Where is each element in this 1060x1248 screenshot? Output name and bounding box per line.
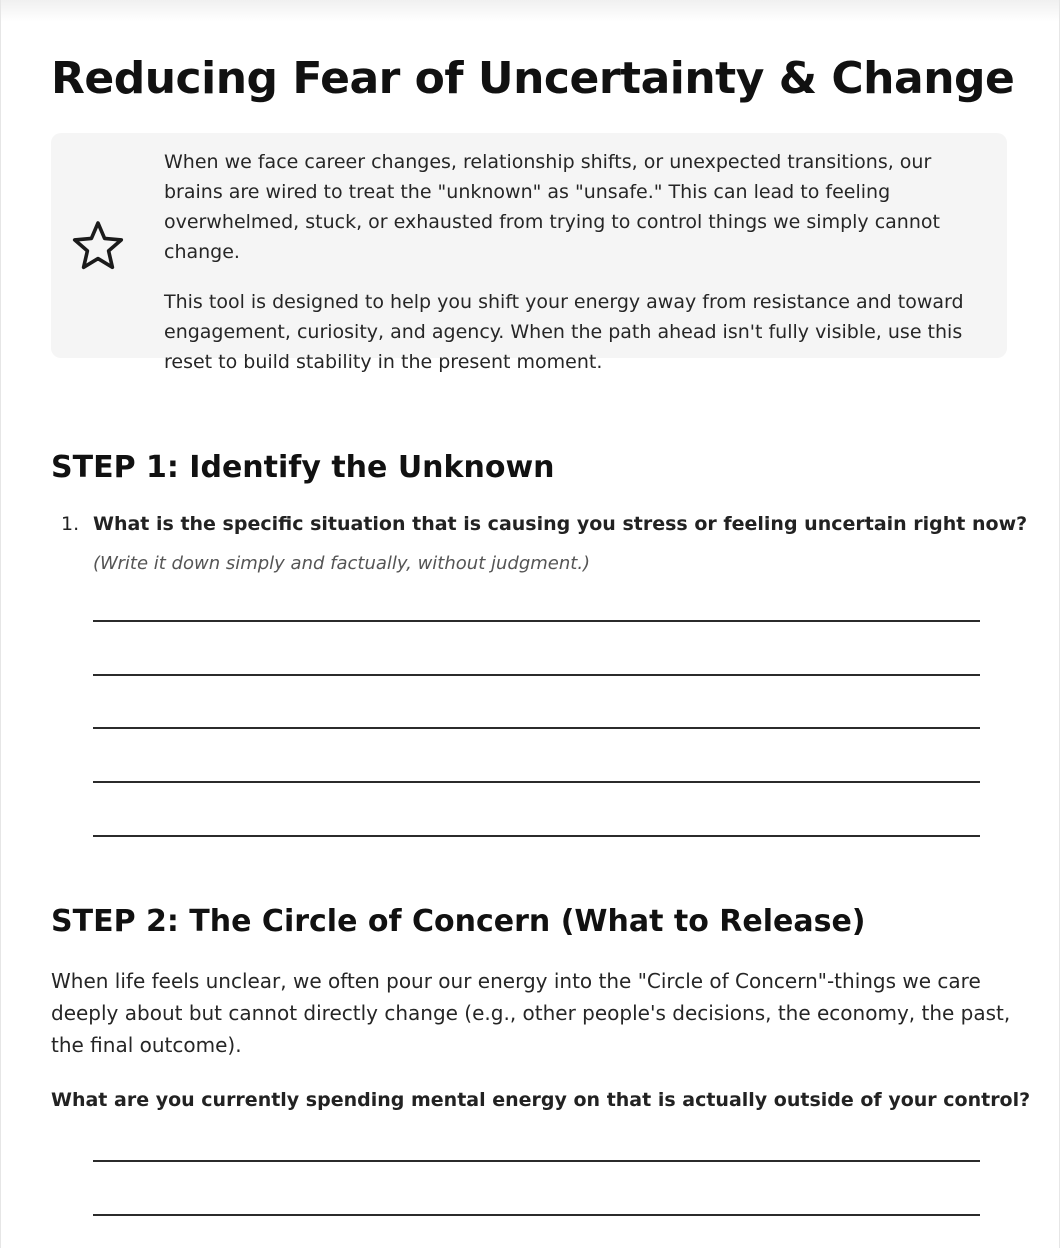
answer-line[interactable] — [93, 781, 980, 783]
callout-paragraph-1: When we face career changes, relationship shifts, or unexpected transitions, our brains are wired to treat the "unknown" as "unsafe." This can lead to feeling overwhelmed, stuck, or exhausted from trying to control things we simply cannot change. — [164, 151, 940, 263]
answer-line[interactable] — [93, 1160, 980, 1162]
step1-hint: (Write it down simply and factually, without judgment.) — [93, 553, 591, 574]
answer-line[interactable] — [93, 674, 980, 676]
step2-heading: STEP 2: The Circle of Concern (What to Release) — [51, 904, 866, 939]
step2-prompt: What are you currently spending mental energy on that is actually outside of your control? — [51, 1089, 1031, 1111]
answer-line[interactable] — [93, 1214, 980, 1216]
answer-line[interactable] — [93, 835, 980, 837]
callout-paragraph-2: This tool is designed to help you shift your energy away from resistance and toward engagement, curiosity, and agency. When the path ahead isn't fully visible, use this reset to build stability in the present moment. — [164, 291, 964, 373]
answer-line[interactable] — [93, 620, 980, 622]
answer-line[interactable] — [93, 727, 980, 729]
step2-body: When life feels unclear, we often pour our energy into the "Circle of Concern"-things we care deeply about but cannot directly change (e.g., other people's decisions, the economy, the past, the final outcome). — [51, 969, 1011, 1057]
step1-question: What is the specific situation that is causing you stress or feeling uncertain right now? — [93, 513, 1028, 535]
star-icon — [68, 217, 128, 277]
top-shadow — [1, 0, 1059, 22]
step1-heading: STEP 1: Identify the Unknown — [51, 450, 555, 485]
question-number: 1. — [61, 513, 80, 535]
intro-callout — [51, 133, 1007, 373]
page-title: Reducing Fear of Uncertainty & Change — [51, 53, 1015, 104]
